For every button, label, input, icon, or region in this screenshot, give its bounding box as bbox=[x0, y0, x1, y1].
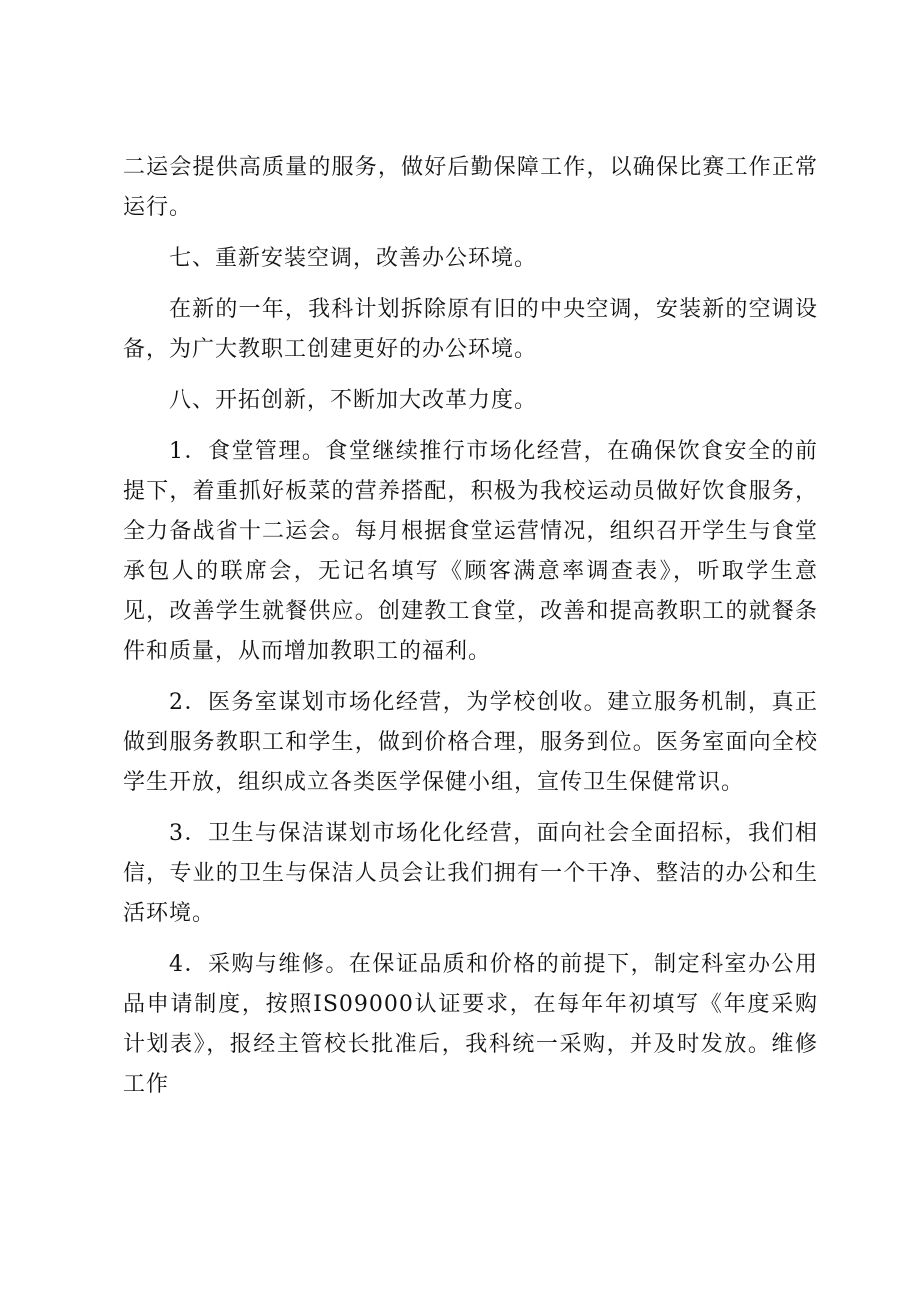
paragraph-item-1: 1．食堂管理。食堂继续推行市场化经营，在确保饮食安全的前提下，着重抓好板菜的营养搭配，积极为我校运动员做好饮食服务，全力备战省十二运会。每月根据食堂运营情况，组织召开学生与食堂承包人的联席会，无记名填写《顾客满意率调查表》，听取学生意见，改善学生就餐供应。创建教工食堂，改善和提高教职工的就餐条件和质量，从而增加教职工的福利。 bbox=[123, 439, 818, 664]
paragraph-item-4: 4．采购与维修。在保证品质和价格的前提下，制定科室办公用品申请制度，按照IS09000认证要求，在每年年初填写《年度采购计划表》，报经主管校长批准后，我科统一采购，并及时发放。维修工作 bbox=[123, 952, 818, 1097]
paragraph-item-2: 2．医务室谋划市场化经营，为学校创收。建立服务机制，真正做到服务教职工和学生，做到价格合理，服务到位。医务室面向全校学生开放，组织成立各类医学保健小组，宣传卫生保健常识。 bbox=[123, 690, 818, 795]
section-heading-7: 七、重新安装空调，改善办公环境。 bbox=[169, 246, 538, 271]
section-heading-8: 八、开拓创新，不断加大改革力度。 bbox=[169, 388, 538, 413]
paragraph-item-3: 3．卫生与保洁谋划市场化化经营，面向社会全面招标，我们相信，专业的卫生与保洁人员会让我们拥有一个干净、整洁的办公和生活环境。 bbox=[123, 821, 818, 926]
paragraph-air-conditioning: 在新的一年，我科计划拆除原有旧的中央空调，安装新的空调设备，为广大教职工创建更好的办公环境。 bbox=[123, 297, 818, 362]
paragraph-continuation: 二运会提供高质量的服务，做好后勤保障工作，以确保比赛工作正常运行。 bbox=[123, 155, 818, 220]
document-body bbox=[123, 148, 818, 1116]
